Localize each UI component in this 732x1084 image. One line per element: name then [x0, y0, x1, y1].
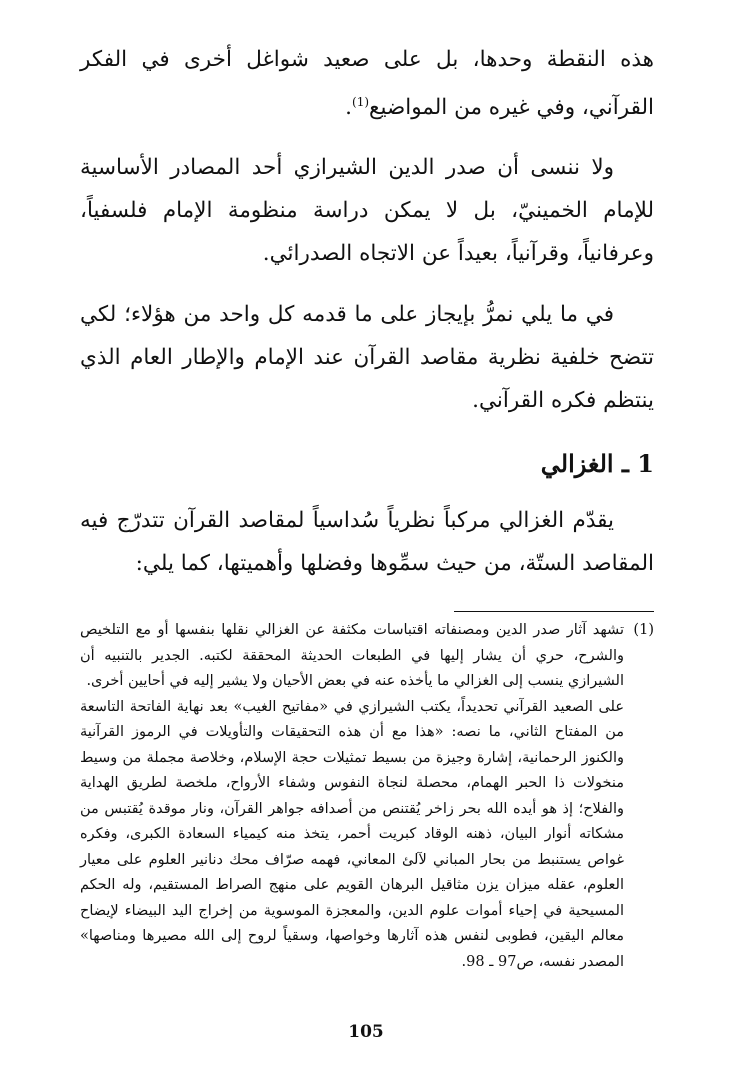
paragraph-text: هذه النقطة وحدها، بل على صعيد شواغل أخرى في الفكر القرآني، وفي غيره من المواضيع: [80, 47, 654, 121]
footnote-text-part2: على الصعيد القرآني تحديداً، يكتب الشيرازي في «مفاتيح الغيب» بعد نهاية الفاتحة التاسعة من المفتاح الثاني، ما نصه: «هذا مع أن هذه التحقيقات والتأويلات في الرموز القرآنية والكنوز الرحمانية، إشارة وجيزة من بسيط تمثيلات حجة الإسلام، وخلاصة مجملة من وسيط منخولات ذا الحبر الهمام، محصلة لنجاة النفوس وشفاء الأرواح، ملخصة لطريق الهداية والفلاح؛ إذ هو أيده الله بحر زاخر يُقتنص من أصدافه جواهر القرآن، ونار موقدة يُقتبس من مشكاته أنوار البيان، ذهنه الوقاد كبريت أحمر، يتخذ منه كيمياء السعادة الكبرى، وفكره غواص يستنبط من بحار المباني لآلئ المعاني، فهمه صرّاف محك دنانير العلوم على معيار العلوم، عقله ميزان يزن مثاقيل البرهان القويم على منهج الصراط المستقيم، وله الحكم المسيحية في إحياء أموات علوم الدين، والمعجزة الموسوية من إخراج اليد البيضاء لإيضاح معالم اليقين، فطوبى لنفس هذه آثارها وخواصها، وسقياً لروح إلى الله مصيرها ومناصها» المصدر نفسه، ص97 ـ 98.: [80, 698, 624, 970]
footnote-item: [80, 618, 654, 975]
footnote-reference[interactable]: (1): [352, 95, 370, 109]
page-number: 105: [348, 1022, 384, 1042]
section-heading-ghazali: 1 ـ الغزالي: [540, 449, 654, 479]
footnotes-section: [80, 618, 654, 975]
paragraph-continuation: [80, 38, 654, 129]
paragraph-overview: في ما يلي نمرُّ بإيجاز على ما قدمه كل واحد من هؤلاء؛ لكي تتضح خلفية نظرية مقاصد القرآن عند الإمام والإطار العام الذي ينتظم فكره القرآني.: [80, 302, 654, 414]
footnote-body: [80, 618, 624, 975]
footnote-text-part1: تشهد آثار صدر الدين ومصنفاته اقتباسات مكثفة عن الغزالي نقلها بنفسها أو مع التلخيص والشرح، حري أن يشار إليها في الطبعات الحديثة المحققة لكتبه. الجدير بالتنبيه أن الشيرازي ينسب إلى الغزالي ما يأخذه عنه في بعض الأحيان ولا يشير إليه في أحايين أخرى.: [80, 622, 624, 690]
paragraph-ghazali-intro: يقدّم الغزالي مركباً نظرياً سُداسياً لمقاصد القرآن تتدرّج فيه المقاصد الستّة، من حيث سمِّوها وفضلها وأهميتها، كما يلي:: [80, 508, 654, 577]
paragraph-shirazi: ولا ننسى أن صدر الدين الشيرازي أحد المصادر الأساسية للإمام الخمينيّ، بل لا يمكن دراسة منظومة الإمام فلسفياً، وعرفانياً، وقرآنياً، بعيداً عن الاتجاه الصدرائي.: [80, 155, 654, 267]
footnote-mark: (1): [633, 622, 654, 639]
paragraph-end: .: [345, 95, 353, 121]
footnote-separator: [80, 611, 654, 612]
